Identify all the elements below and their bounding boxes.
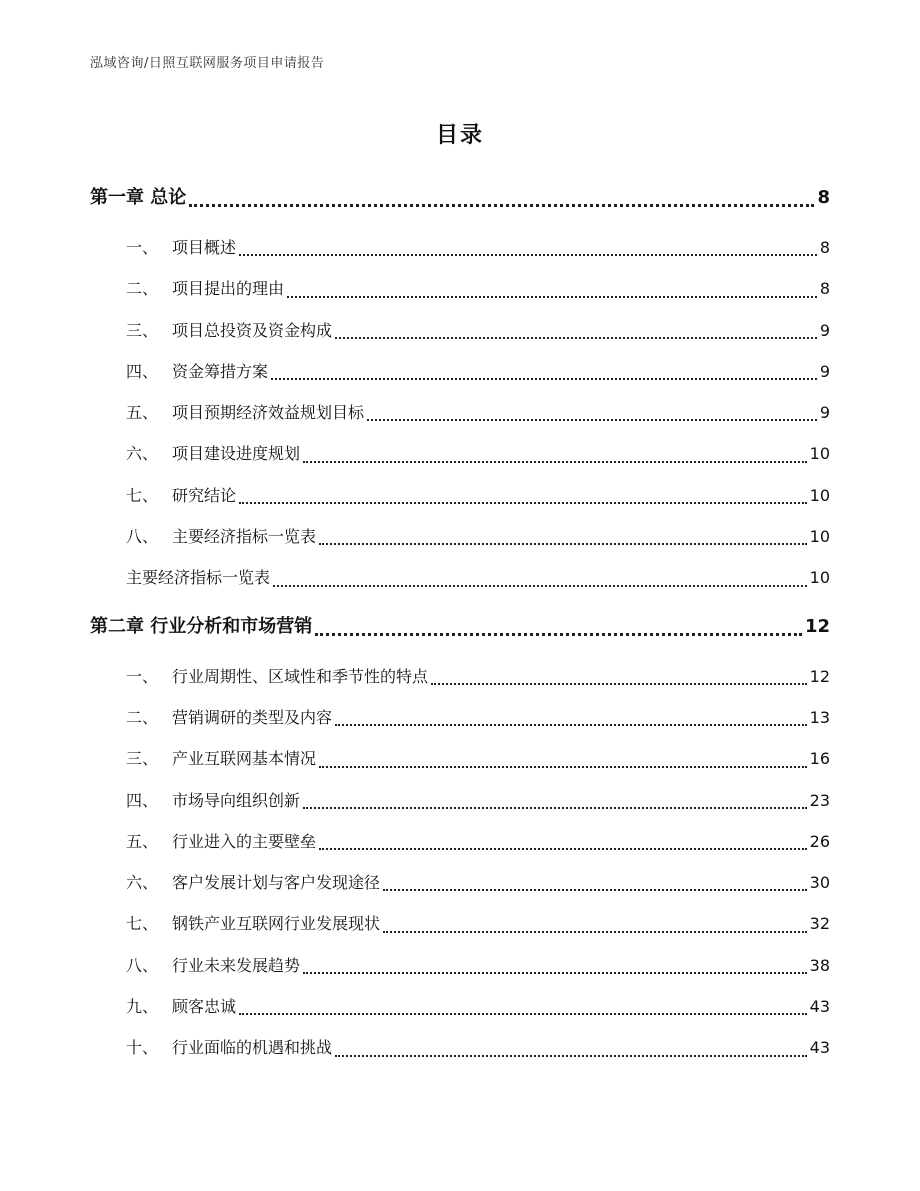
toc-entry[interactable] — [90, 697, 830, 738]
section-number: 八、 — [126, 955, 159, 975]
section-title: 主要经济指标一览表 — [172, 527, 317, 547]
chapter-title: 第一章 总论 — [90, 187, 187, 208]
dot-leader — [303, 807, 807, 809]
page-number: 8 — [819, 238, 830, 257]
page-number: 32 — [809, 914, 830, 934]
section-title: 钢铁产业互联网行业发展现状 — [172, 914, 381, 934]
toc-chapter-1[interactable] — [90, 177, 830, 218]
dot-leader — [335, 724, 807, 726]
dot-leader — [189, 204, 814, 207]
dot-leader — [431, 683, 807, 685]
dot-leader — [383, 931, 807, 933]
section-title: 主要经济指标一览表 — [126, 568, 271, 588]
dot-leader — [319, 848, 807, 850]
toc-entry[interactable] — [90, 516, 830, 557]
toc-entry[interactable] — [90, 821, 830, 862]
dot-leader — [239, 254, 817, 256]
dot-leader — [273, 585, 807, 587]
section-title: 项目总投资及资金构成 — [172, 320, 333, 340]
section-title: 营销调研的类型及内容 — [172, 707, 333, 727]
section-title: 资金筹措方案 — [172, 361, 269, 381]
section-title: 项目建设进度规划 — [172, 444, 301, 464]
toc-entry[interactable] — [90, 903, 830, 944]
table-of-contents — [90, 177, 830, 1069]
toc-entry[interactable] — [90, 738, 830, 779]
section-title: 研究结论 — [172, 485, 237, 505]
section-number: 三、 — [126, 320, 159, 340]
toc-entry[interactable] — [90, 862, 830, 903]
page-number: 43 — [809, 1038, 830, 1058]
page-number: 10 — [809, 527, 830, 547]
toc-entry[interactable] — [90, 780, 830, 821]
dot-leader — [271, 378, 817, 380]
section-title: 客户发展计划与客户发现途径 — [172, 873, 381, 893]
toc-entry[interactable] — [90, 945, 830, 986]
toc-entry[interactable] — [90, 475, 830, 516]
toc-title: 目录 — [435, 123, 484, 148]
dot-leader — [319, 543, 807, 545]
section-title: 项目预期经济效益规划目标 — [172, 403, 365, 423]
section-number: 九、 — [126, 997, 159, 1017]
section-number: 二、 — [126, 707, 159, 727]
dot-leader — [319, 766, 807, 768]
dot-leader — [287, 296, 817, 298]
section-number: 三、 — [126, 749, 159, 769]
page-number: 10 — [809, 444, 830, 464]
toc-entry[interactable] — [90, 656, 830, 697]
section-number: 一、 — [126, 238, 159, 257]
section-title: 行业周期性、区域性和季节性的特点 — [172, 666, 429, 686]
section-title: 行业面临的机遇和挑战 — [172, 1038, 333, 1058]
page-number: 10 — [809, 485, 830, 505]
dot-leader — [335, 337, 817, 339]
section-number: 一、 — [126, 666, 159, 686]
dot-leader — [367, 419, 817, 421]
page-number: 12 — [809, 666, 830, 686]
page-number: 9 — [819, 320, 830, 340]
chapter-title: 第二章 行业分析和市场营销 — [90, 615, 313, 637]
toc-entry[interactable] — [90, 1027, 830, 1068]
page-number: 12 — [804, 615, 830, 637]
section-title: 顾客忠诚 — [172, 997, 237, 1017]
section-title: 项目概述 — [172, 238, 237, 257]
section-title: 行业进入的主要壁垒 — [172, 831, 317, 851]
section-number: 四、 — [126, 361, 159, 381]
page-number: 8 — [817, 187, 830, 208]
section-number: 四、 — [126, 790, 159, 810]
toc-entry[interactable] — [90, 310, 830, 351]
section-number: 六、 — [126, 873, 159, 893]
section-number: 七、 — [126, 914, 159, 934]
toc-entry[interactable] — [90, 351, 830, 392]
section-title: 市场导向组织创新 — [172, 790, 301, 810]
page-number: 8 — [819, 279, 830, 299]
toc-entry[interactable] — [90, 433, 830, 474]
toc-entry-table[interactable] — [90, 557, 830, 598]
page-number: 9 — [819, 361, 830, 381]
dot-leader — [315, 633, 802, 636]
section-number: 六、 — [126, 444, 159, 464]
page-number: 23 — [809, 790, 830, 810]
section-number: 八、 — [126, 527, 159, 547]
page-number: 30 — [809, 873, 830, 893]
section-title: 项目提出的理由 — [172, 279, 285, 299]
page-number: 38 — [809, 955, 830, 975]
section-number: 五、 — [126, 831, 159, 851]
toc-chapter-2[interactable] — [90, 606, 830, 647]
page-number: 26 — [809, 831, 830, 851]
dot-leader — [303, 461, 807, 463]
toc-entry[interactable] — [90, 227, 830, 268]
page-number: 10 — [809, 568, 830, 588]
toc-entry[interactable] — [90, 986, 830, 1027]
dot-leader — [335, 1055, 807, 1057]
dot-leader — [383, 889, 807, 891]
section-number: 十、 — [126, 1038, 159, 1058]
page-number: 9 — [819, 403, 830, 423]
page-number: 43 — [809, 997, 830, 1017]
toc-entry[interactable] — [90, 268, 830, 309]
section-title: 行业未来发展趋势 — [172, 955, 301, 975]
dot-leader — [239, 502, 807, 504]
running-header: 泓域咨询/日照互联网服务项目申请报告 — [90, 56, 325, 71]
dot-leader — [303, 972, 807, 974]
dot-leader — [239, 1013, 807, 1015]
section-number: 二、 — [126, 279, 159, 299]
section-number: 五、 — [126, 403, 159, 423]
section-title: 产业互联网基本情况 — [172, 749, 317, 769]
page-number: 13 — [809, 707, 830, 727]
toc-entry[interactable] — [90, 392, 830, 433]
page-number: 16 — [809, 749, 830, 769]
section-number: 七、 — [126, 485, 159, 505]
